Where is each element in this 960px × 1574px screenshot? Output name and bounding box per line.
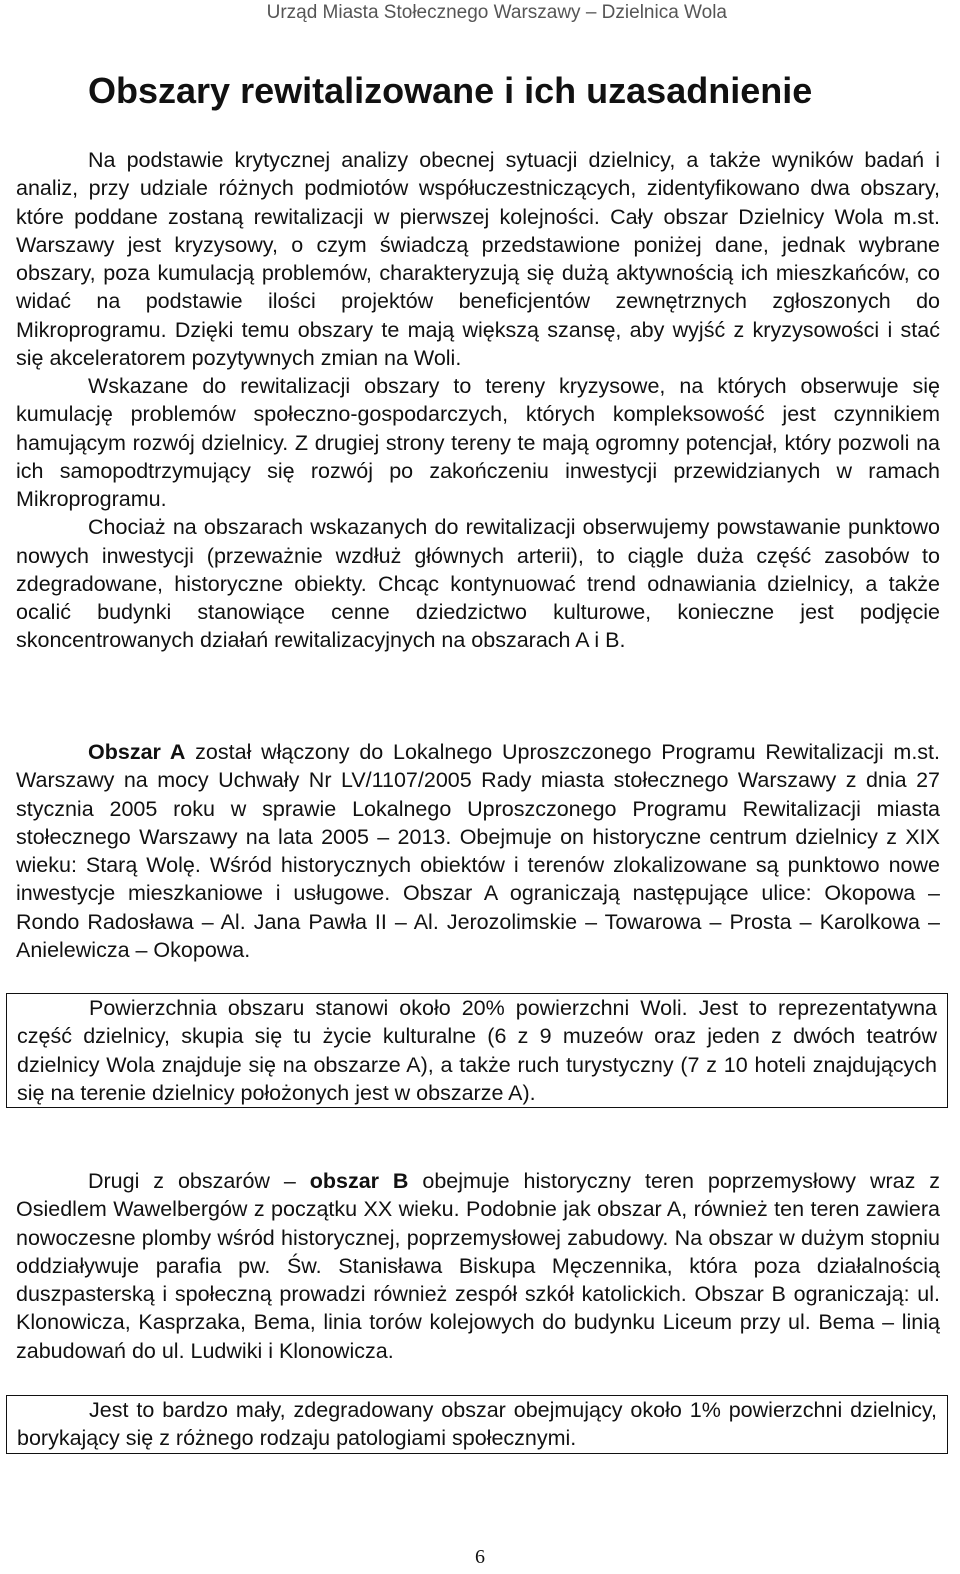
area-b-label: obszar B [309, 1169, 409, 1193]
area-b-section [16, 1167, 940, 1365]
intro-section [16, 146, 940, 655]
page-title: Obszary rewitalizowane i ich uzasadnienie [88, 70, 813, 111]
page-number: 6 [475, 1546, 485, 1568]
area-a-text: został włączony do Lokalnego Uproszczonego Programu Rewitalizacji m.st. Warszawy na mocy Uchwały Nr LV/1107/2005 Rady miasta stołecznego Warszawy z dnia 27 stycznia 2005 roku w sprawie Lokalnego Uproszczonego Programu Rewitalizacji miasta stołecznego Warszawy na lata 2005 – 2013. Obejmuje on historyczne centrum dzielnicy z XIX wieku: Starą Wolę. Wśród historycznych obiektów i terenów zlokalizowane są punktowo nowe inwestycje mieszkaniowe i usługowe. Obszar A ograniczają następujące ulice: Okopowa – Rondo Radosława – Al. Jana Pawła II – Al. Jerozolimskie – Towarowa – Prosta – Karolkowa – Anielewicza – Okopowa. [16, 740, 941, 962]
running-header: Urząd Miasta Stołecznego Warszawy – Dzielnica Wola [266, 2, 727, 23]
area-a-section [16, 738, 940, 964]
area-a-paragraph [16, 738, 940, 964]
area-b-highlight-box [6, 1395, 948, 1454]
area-b-prefix: Drugi z obszarów – [88, 1169, 310, 1193]
area-a-label: Obszar A [88, 740, 186, 764]
intro-paragraph-2: Wskazane do rewitalizacji obszary to tereny kryzysowe, na których obserwuje się kumulację problemów społeczno-gospodarczych, których kompleksowość jest czynnikiem hamującym rozwój dzielnicy. Z drugiej strony tereny te mają ogromny potencjał, który pozwoli na ich samopodtrzymujący się rozwój po zakończeniu inwestycji przewidzianych w ramach Mikroprogramu. [16, 374, 940, 511]
area-a-box-text: Powierzchnia obszaru stanowi około 20% powierzchni Woli. Jest to reprezentatywna część dzielnicy, skupia się tu życie kulturalne (6 z 9 muzeów oraz jeden z dwóch teatrów dzielnicy Wola znajduje się na obszarze A), a także ruch turystyczny (7 z 10 hoteli znajdujących się na terenie dzielnicy położonych jest w obszarze A). [17, 996, 937, 1105]
area-b-paragraph [16, 1167, 940, 1365]
area-a-highlight-box [6, 993, 948, 1108]
area-b-text: obejmuje historyczny teren poprzemysłowy wraz z Osiedlem Wawelbergów z początku XX wieku. Podobnie jak obszar A, również ten teren zawiera nowoczesne plomby wśród historycznej, poprzemysłowej zabudowy. Na obszar w dużym stopniu oddziaływuje parafia pw. Św. Stanisława Biskupa Męczennika, która poza działalnością duszpasterską i społeczną prowadzi również zespół szkół katolickich. Obszar B ograniczają: ul. Klonowicza, Kasprzaka, Bema, linia torów kolejowych do budynku Liceum przy ul. Bema – linią zabudowań do ul. Ludwiki i Klonowicza. [16, 1169, 940, 1363]
intro-paragraph-3: Chociaż na obszarach wskazanych do rewitalizacji obserwujemy powstawanie punktowo nowych inwestycji (przeważnie wzdłuż głównych arterii), to ciągle duża część zasobów to zdegradowane, historyczne obiekty. Chcąc kontynuować trend odnawiania dzielnicy, a także ocalić budynki stanowiące cenne dziedzictwo kulturowe, konieczne jest podjęcie skoncentrowanych działań rewitalizacyjnych na obszarach A i B. [16, 515, 940, 653]
area-b-box-text: Jest to bardzo mały, zdegradowany obszar obejmujący około 1% powierzchni dzielnicy, borykający się z różnego rodzaju patologiami społecznymi. [17, 1398, 937, 1451]
intro-paragraph-1: Na podstawie krytycznej analizy obecnej sytuacji dzielnicy, a także wyników badań i analiz, przy udziale różnych podmiotów współuczestniczących, zidentyfikowano dwa obszary, które poddane zostaną rewitalizacji w pierwszej kolejności. Cały obszar Dzielnicy Wola m.st. Warszawy jest kryzysowy, o czym świadczą przedstawione poniżej dane, jednak wybrane obszary, poza kumulacją problemów, charakteryzują się dużą aktywnością ich mieszkańców, co widać na podstawie ilości projektów beneficjentów zewnętrznych zgłoszonych do Mikroprogramu. Dzięki temu obszary te mają większą szansę, aby wyjść z kryzysowości i stać się akceleratorem pozytywnych zmian na Woli. [16, 148, 940, 370]
